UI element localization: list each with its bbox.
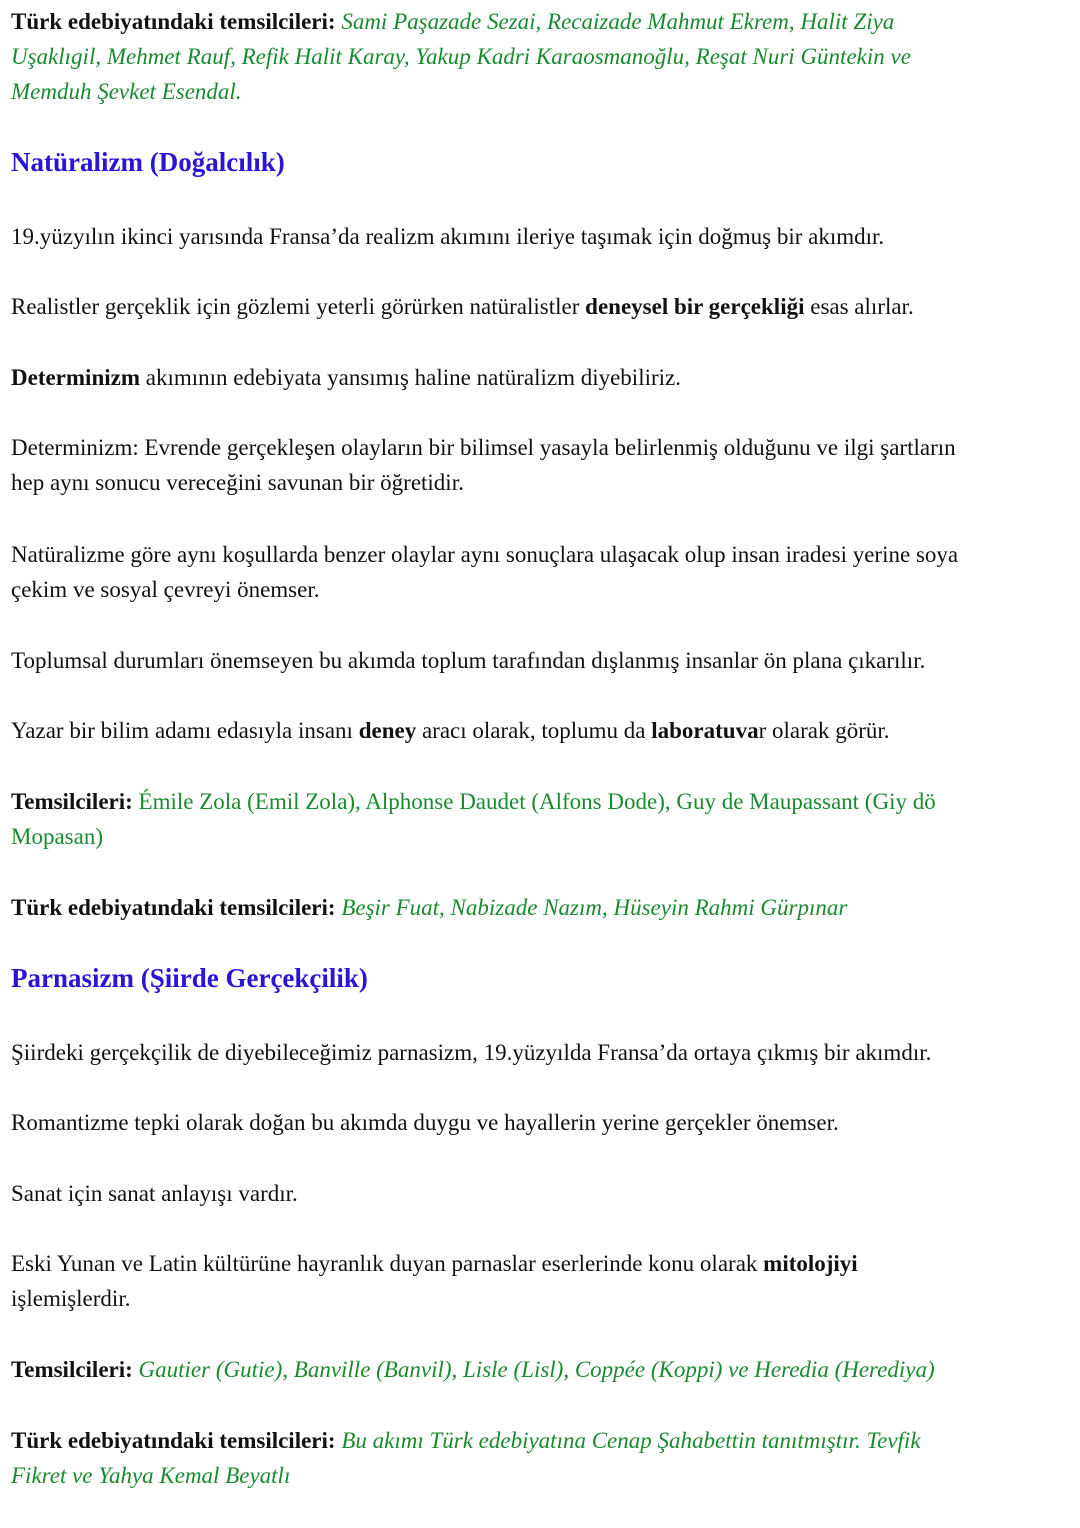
text-span: Eski Yunan ve Latin kültürüne hayranlık duyan parnaslar eserlerinde konu olarak [11,1251,764,1276]
reps-label: Temsilcileri: [11,789,133,814]
naturalism-paragraph: Toplumsal durumları önemseyen bu akımda toplum tarafından dışlanmış insanlar ön plana çıkarılır. [11,648,926,673]
turkish-reps-names: Beşir Fuat, Nabizade Nazım, Hüseyin Rahmi Gürpınar [341,895,848,920]
turkish-reps-names: Sami Paşazade Sezai, Recaizade Mahmut Ekrem, Halit Ziya [341,9,895,34]
text-span: işlemişlerdir. [11,1286,131,1311]
turkish-reps-names: Fikret ve Yahya Kemal Beyatlı [11,1463,291,1488]
turkish-reps-label: Türk edebiyatındaki temsilcileri: [11,9,336,34]
reps-label: Temsilcileri: [11,1357,133,1382]
naturalism-turkish-representatives [11,890,1063,925]
naturalism-representatives [11,784,1063,854]
naturalism-paragraph [11,430,1063,500]
naturalism-paragraph [11,713,1063,748]
text-span: Yazar bir bilim adamı edasıyla insanı [11,718,359,743]
parnassianism-heading: Parnasizm (Şiirde Gerçekçilik) [11,963,368,993]
parnassianism-paragraph [11,1246,1063,1316]
naturalism-heading: Natüralizm (Doğalcılık) [11,147,285,177]
reps-names: Émile Zola (Emil Zola), Alphonse Daudet (Alfons Dode), Guy de Maupassant (Giy dö [138,789,936,814]
bold-term: laboratuva [651,718,759,743]
text-span: akımının edebiyata yansımış haline natüralizm diyebiliriz. [140,365,681,390]
reps-names: Gautier (Gutie), Banville (Banvil), Lisle (Lisl), Coppée (Koppi) ve Heredia (Herediya) [138,1357,935,1382]
parnassianism-paragraph: Romantizme tepki olarak doğan bu akımda duygu ve hayallerin yerine gerçekler önemser. [11,1110,839,1135]
naturalism-paragraph: 19.yüzyılın ikinci yarısında Fransa’da realizm akımını ileriye taşımak için doğmuş bir akımdır. [11,224,885,249]
text-span: çekim ve sosyal çevreyi önemser. [11,577,320,602]
parnassianism-paragraph: Şiirdeki gerçekçilik de diyebileceğimiz parnasizm, 19.yüzyılda Fransa’da ortaya çıkmış bir akımdır. [11,1040,932,1065]
bold-term: Determinizm [11,365,140,390]
text-span: Realistler gerçeklik için gözlemi yeterli görürken natüralistler [11,294,586,319]
bold-term: deney [358,718,417,743]
turkish-reps-label: Türk edebiyatındaki temsilcileri: [11,1428,336,1453]
turkish-reps-names: Uşaklıgil, Mehmet Rauf, Refik Halit Karay, Yakup Kadri Karaosmanoğlu, Reşat Nuri Güntekin ve [11,44,911,69]
parnassianism-paragraph: Sanat için sanat anlayışı vardır. [11,1181,298,1206]
bold-term: mitolojiyi [763,1251,858,1276]
text-span: r olarak görür. [758,718,890,743]
text-span: Natüralizme göre aynı koşullarda benzer olaylar aynı sonuçlara ulaşacak olup insan iradesi yerine soya [11,542,959,567]
text-span: esas alırlar. [804,294,914,319]
turkish-reps-label: Türk edebiyatındaki temsilcileri: [11,895,336,920]
bold-term: deneysel bir gerçekliği [585,294,805,319]
realism-turkish-representatives [11,4,1063,109]
naturalism-paragraph [11,360,1063,395]
text-span: Determinizm: Evrende gerçekleşen olayların bir bilimsel yasayla belirlenmiş olduğunu ve ilgi şartların [11,435,956,460]
naturalism-paragraph [11,289,1063,324]
text-span: hep aynı sonucu vereceğini savunan bir öğretidir. [11,470,464,495]
turkish-reps-names: Memduh Şevket Esendal. [11,79,242,104]
parnassianism-turkish-representatives [11,1423,1063,1493]
naturalism-paragraph [11,537,1063,607]
reps-names: Mopasan) [11,824,103,849]
text-span: aracı olarak, toplumu da [416,718,652,743]
parnassianism-representatives [11,1352,1063,1387]
turkish-reps-names: Bu akımı Türk edebiyatına Cenap Şahabettin tanıtmıştır. Tevfik [341,1428,921,1453]
